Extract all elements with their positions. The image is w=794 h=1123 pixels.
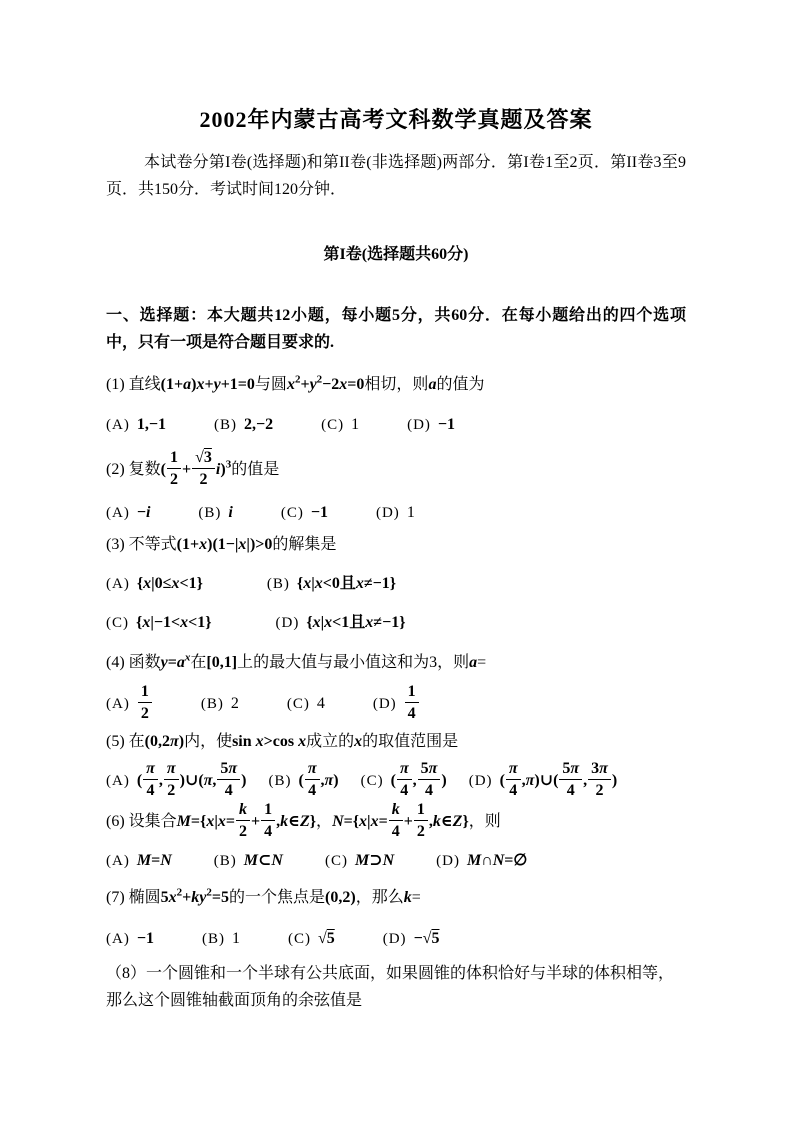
options-row <box>106 926 686 952</box>
option-body: $\frac{1}{2}$ <box>137 695 153 712</box>
option-label: (B) <box>200 696 224 713</box>
option-D <box>407 412 455 438</box>
option-label: (C) <box>286 696 310 713</box>
option-body: −1 <box>136 930 154 947</box>
option-C <box>361 761 447 802</box>
option-label: (D) <box>436 853 460 869</box>
option-B <box>267 571 396 597</box>
question-stem: (3) 不等式(1+x)(1−|x|)>0的解集是 <box>106 536 337 553</box>
option-B <box>202 926 240 952</box>
option-body: 4 <box>316 695 325 713</box>
question-3 <box>106 532 686 636</box>
question-8 <box>106 960 686 1014</box>
option-B <box>198 500 232 526</box>
options-row <box>106 610 686 636</box>
question-1 <box>106 372 686 438</box>
option-label: (A) <box>106 576 130 592</box>
option-A <box>106 500 150 526</box>
option-C <box>288 926 335 952</box>
option-label: (B) <box>201 931 225 947</box>
option-body: {x|x<0且x≠−1} <box>296 575 397 592</box>
option-B <box>201 691 239 717</box>
option-body: 1 <box>231 930 240 947</box>
option-label: (A) <box>106 505 130 521</box>
option-B <box>268 761 338 802</box>
option-label: (A) <box>106 773 130 790</box>
option-label: (B) <box>266 576 290 592</box>
option-label: (B) <box>213 853 237 869</box>
option-label: (A) <box>106 853 130 869</box>
option-body: 1 <box>406 504 415 521</box>
option-label: (A) <box>106 931 130 947</box>
option-body: ( $\frac{\pi}{4}$ ,π) <box>298 760 339 799</box>
question-5 <box>106 729 686 802</box>
option-label: (C) <box>106 615 129 631</box>
option-body: i <box>228 504 233 521</box>
option-C <box>287 691 325 717</box>
question-stem: (2) 复数( $\frac{1}{2}$ + $\frac{√3}{2}$ i)$^3$的值是 <box>106 449 280 488</box>
option-body: ( $\frac{\pi}{4}$ , $\frac{\pi}{2}$ )∪(π, $\frac{5\pi}{4}$ ) <box>136 760 247 799</box>
option-body: −1 <box>437 416 456 433</box>
option-D <box>373 684 420 725</box>
option-body: −i <box>136 504 151 521</box>
question-4 <box>106 650 686 725</box>
option-label: (A) <box>106 696 130 713</box>
option-body: M⊂N <box>243 852 283 869</box>
option-C <box>106 610 212 636</box>
question-stem: (1) 直线(1+a)x+y+1=0与圆$x^2+y^2-2x=0$相切，则a的值为 <box>106 373 485 393</box>
option-body: √5 <box>317 930 335 947</box>
option-label: (D) <box>372 696 397 713</box>
option-body: {x|−1<x<1} <box>136 614 212 631</box>
option-body: ( $\frac{\pi}{4}$ , $\frac{5\pi}{4}$ ) <box>390 760 447 799</box>
question-2 <box>106 450 686 526</box>
option-D <box>376 500 415 526</box>
options-row <box>106 500 686 526</box>
option-label: (D) <box>275 615 300 631</box>
option-A <box>106 684 153 725</box>
instructions-paragraph: 一、选择题：本大题共12小题，每小题5分，共60分．在每小题给出的四个选项中，只有一项是符合题目要求的. <box>106 307 686 351</box>
option-C <box>325 848 394 874</box>
option-D <box>436 848 527 874</box>
option-label: (C) <box>360 773 384 790</box>
option-body: M=N <box>136 852 172 869</box>
question-stem: (4) 函数$y=a^x$在[0,1]上的最大值与最小值这和为3，则a= <box>106 651 487 671</box>
option-body: −1 <box>310 504 328 521</box>
option-label: (D) <box>468 773 493 790</box>
option-A <box>106 761 246 802</box>
question-7 <box>106 885 686 952</box>
question-stem: (5) 在(0,2π)内，使sin x>cos x成立的x的取值范围是 <box>106 733 459 750</box>
option-B <box>214 848 283 874</box>
options-row <box>106 848 686 874</box>
option-label: (B) <box>213 417 237 433</box>
option-body: −√5 <box>413 930 440 947</box>
questions-list <box>106 372 686 1014</box>
option-D <box>383 926 440 952</box>
option-body: {x|x<1且x≠−1} <box>306 614 406 631</box>
document-title: 2002年内蒙古高考文科数学真题及答案 <box>199 107 593 132</box>
option-label: (D) <box>375 505 400 521</box>
options-row <box>106 412 686 438</box>
question-stem: （8）一个圆锥和一个半球有公共底面，如果圆锥的体积恰好与半球的体积相等，那么这个圆锥轴截面顶角的余弦值是 <box>106 965 675 1009</box>
option-body: 2,−2 <box>243 416 274 433</box>
option-label: (C) <box>287 931 311 947</box>
option-body: {x|0≤x<1} <box>136 575 203 592</box>
option-A <box>106 412 166 438</box>
option-C <box>321 412 359 438</box>
options-row <box>106 761 686 802</box>
intro-paragraph: 本试卷分第I卷(选择题)和第II卷(非选择题)两部分．第I卷1至2页．第II卷3至9页．共150分．考试时间120分钟． <box>106 154 686 198</box>
option-body: 1,−1 <box>136 416 166 433</box>
option-label: (A) <box>106 417 130 433</box>
option-body: 1 <box>351 416 360 433</box>
option-body: $\frac{1}{4}$ <box>404 695 420 712</box>
option-A <box>106 571 203 597</box>
option-A <box>106 848 172 874</box>
option-label: (D) <box>407 417 431 433</box>
option-A <box>106 926 154 952</box>
question-stem: (6) 设集合M={x|x= $\frac{k}{2}$ + $\frac{1}{4}$ ,k∈Z}，N={x|x= $\frac{k}{4}$ + $\frac{1}{2}$ ,k∈Z}，则 <box>106 801 501 840</box>
section-heading: 第I卷(选择题共60分) <box>323 246 469 263</box>
option-body: M∩N=∅ <box>466 852 528 869</box>
question-6 <box>106 802 686 874</box>
option-label: (C) <box>321 417 345 433</box>
option-label: (C) <box>324 853 348 869</box>
option-C <box>281 500 328 526</box>
option-body: 2 <box>230 695 239 713</box>
option-label: (C) <box>280 505 304 521</box>
options-row <box>106 571 686 597</box>
options-row <box>106 684 686 725</box>
option-label: (B) <box>268 773 292 790</box>
option-D <box>469 761 617 802</box>
option-label: (D) <box>382 931 407 947</box>
option-body: ( $\frac{\pi}{4}$ ,π)∪( $\frac{5\pi}{4}$ , $\frac{3\pi}{2}$ ) <box>499 760 618 799</box>
option-D <box>276 610 406 636</box>
option-label: (B) <box>198 505 222 521</box>
question-stem: (7) 椭圆$5x^2+ky^2=5$的一个焦点是(0,2)，那么k= <box>106 886 421 906</box>
option-body: M⊃N <box>354 852 395 869</box>
option-B <box>214 412 273 438</box>
